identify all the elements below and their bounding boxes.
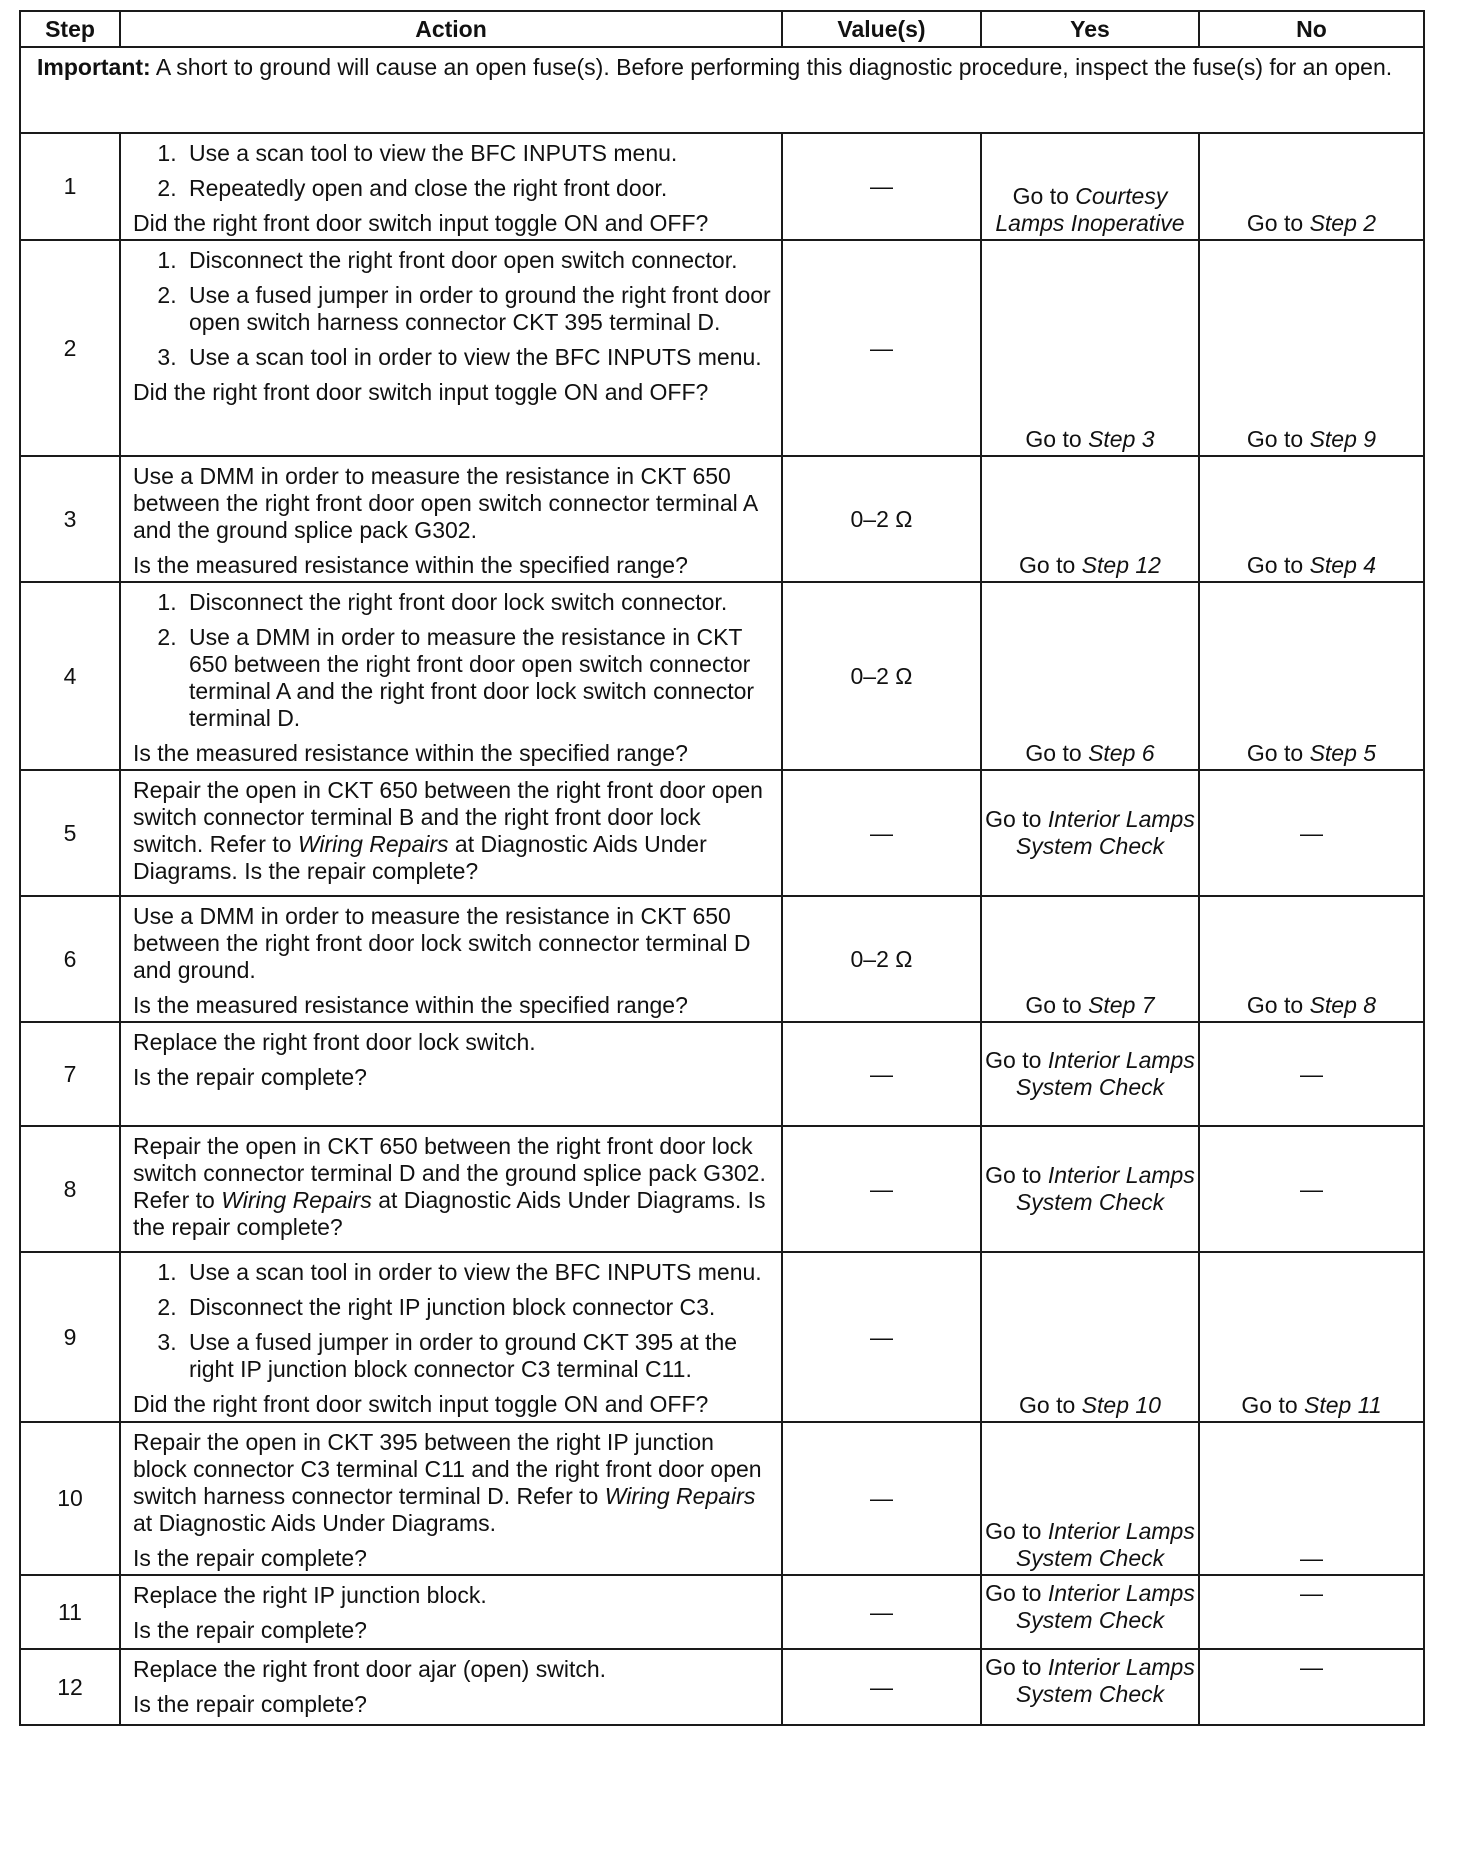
action-cell [120, 896, 782, 1022]
action-question [133, 1391, 773, 1418]
text-segment: Is the measured resistance within the specified range? [133, 740, 688, 766]
yes-prefix: Go to [985, 1047, 1048, 1073]
action-list-item: 2. Disconnect the right IP junction block connector C3. [183, 1294, 773, 1321]
no-cell [1199, 133, 1424, 240]
action-cell [120, 133, 782, 240]
yes-cell [981, 1252, 1199, 1422]
action-list [133, 589, 773, 732]
value-cell: — [782, 1422, 981, 1575]
step-number: 8 [20, 1126, 120, 1252]
text-segment: Use a DMM in order to measure the resistance in CKT 650 between the right front door open switch connector terminal A and the ground splice pack G302. [133, 463, 757, 543]
text-segment: Is the repair complete? [133, 1064, 367, 1090]
action-paragraph [133, 1429, 773, 1537]
yes-target: Interior Lamps System Check [1015, 1580, 1195, 1633]
value-cell: — [782, 1022, 981, 1126]
yes-prefix: Go to [1019, 552, 1082, 578]
yes-target: Step 12 [1081, 552, 1161, 578]
yes-cell [981, 582, 1199, 770]
no-cell [1199, 1422, 1424, 1575]
action-paragraph [133, 463, 773, 544]
action-list-item: 1. Disconnect the right front door lock switch connector. [183, 589, 773, 616]
no-prefix: Go to [1241, 1392, 1305, 1418]
table-row [20, 1649, 1424, 1725]
action-question [133, 210, 773, 237]
action-paragraph [133, 1656, 773, 1683]
no-cell [1199, 1649, 1424, 1725]
yes-cell [981, 240, 1199, 456]
action-paragraph [133, 1133, 773, 1241]
header-action: Action [120, 11, 782, 47]
no-cell [1199, 1575, 1424, 1649]
yes-prefix: Go to [985, 1654, 1048, 1680]
yes-prefix: Go to [985, 1580, 1048, 1606]
no-target: Step 5 [1309, 740, 1377, 766]
action-question [133, 552, 773, 579]
yes-prefix: Go to [1019, 1392, 1082, 1418]
value-cell: — [782, 770, 981, 896]
action-question [133, 1064, 773, 1091]
action-cell [120, 1422, 782, 1575]
no-cell [1199, 582, 1424, 770]
yes-target: Interior Lamps System Check [1015, 1518, 1195, 1571]
yes-target: Interior Lamps System Check [1015, 1162, 1195, 1215]
yes-prefix: Go to [985, 1518, 1048, 1544]
no-prefix: Go to [1246, 210, 1310, 236]
important-note [20, 47, 1424, 133]
action-cell [120, 770, 782, 896]
yes-cell [981, 1126, 1199, 1252]
text-segment: Is the repair complete? [133, 1691, 367, 1717]
action-list-item: 1. Use a scan tool to view the BFC INPUTS menu. [183, 140, 773, 167]
yes-cell [981, 1649, 1199, 1725]
header-values: Value(s) [782, 11, 981, 47]
yes-cell [981, 1575, 1199, 1649]
yes-target: Step 6 [1088, 740, 1155, 766]
action-list [133, 1259, 773, 1383]
table-row [20, 896, 1424, 1022]
table-row [20, 1022, 1424, 1126]
emphasis-text: Wiring Repairs [604, 1483, 756, 1509]
text-segment: at Diagnostic Aids Under Diagrams. Is the repair complete? [133, 1187, 766, 1240]
text-segment: Replace the right front door lock switch. [133, 1029, 536, 1055]
action-cell [120, 1575, 782, 1649]
emphasis-text: Wiring Repairs [297, 831, 449, 857]
table-row [20, 582, 1424, 770]
yes-target: Step 7 [1088, 992, 1155, 1018]
action-cell [120, 240, 782, 456]
action-paragraph [133, 777, 773, 885]
step-number: 5 [20, 770, 120, 896]
important-text: A short to ground will cause an open fuse(s). Before performing this diagnostic procedure, inspect the fuse(s) for an open. [155, 54, 1393, 80]
action-list-item: 1. Disconnect the right front door open switch connector. [183, 247, 773, 274]
value-cell: 0–2 Ω [782, 896, 981, 1022]
action-list [133, 247, 773, 371]
text-segment: Did the right front door switch input toggle ON and OFF? [133, 1391, 709, 1417]
action-question [133, 1617, 773, 1644]
text-segment: Repair the open in CKT 395 between the right IP junction block connector C3 terminal C11 and the right front door open switch harness connector terminal D. Refer to [133, 1429, 762, 1509]
no-target: Step 9 [1309, 426, 1377, 452]
action-cell [120, 1649, 782, 1725]
dash-text: — [1300, 1060, 1323, 1087]
yes-target: Step 10 [1081, 1392, 1161, 1418]
diagnostic-table [19, 10, 1425, 1726]
yes-target: Interior Lamps System Check [1015, 1654, 1195, 1707]
no-prefix: Go to [1246, 740, 1310, 766]
action-paragraph [133, 1029, 773, 1056]
action-list-item: 2. Use a fused jumper in order to ground the right front door open switch harness connector CKT 395 terminal D. [183, 282, 773, 336]
action-paragraph [133, 903, 773, 984]
text-segment: Replace the right IP junction block. [133, 1582, 487, 1608]
no-cell [1199, 1126, 1424, 1252]
value-cell: — [782, 1649, 981, 1725]
action-question [133, 1691, 773, 1718]
yes-prefix: Go to [1025, 426, 1089, 452]
action-cell [120, 1022, 782, 1126]
dash-text: — [1300, 819, 1323, 846]
step-number: 1 [20, 133, 120, 240]
no-cell [1199, 456, 1424, 582]
yes-target: Interior Lamps System Check [1015, 1047, 1195, 1100]
step-number: 3 [20, 456, 120, 582]
text-segment: Did the right front door switch input toggle ON and OFF? [133, 210, 709, 236]
yes-cell [981, 1422, 1199, 1575]
yes-target: Interior Lamps System Check [1015, 806, 1195, 859]
text-segment: Did the right front door switch input toggle ON and OFF? [133, 379, 709, 405]
step-number: 12 [20, 1649, 120, 1725]
yes-cell [981, 1022, 1199, 1126]
dash-text: — [1300, 1545, 1323, 1571]
yes-prefix: Go to [1012, 183, 1076, 209]
step-number: 2 [20, 240, 120, 456]
header-yes: Yes [981, 11, 1199, 47]
table-row [20, 1422, 1424, 1575]
header-no: No [1199, 11, 1424, 47]
action-paragraph [133, 1582, 773, 1609]
value-cell: — [782, 1575, 981, 1649]
action-question [133, 992, 773, 1019]
step-number: 4 [20, 582, 120, 770]
yes-prefix: Go to [985, 1162, 1048, 1188]
no-target: Step 8 [1309, 992, 1377, 1018]
no-cell [1199, 1252, 1424, 1422]
no-target: Step 2 [1309, 210, 1377, 236]
value-cell: 0–2 Ω [782, 582, 981, 770]
action-list-item: 2. Repeatedly open and close the right front door. [183, 175, 773, 202]
text-segment: at Diagnostic Aids Under Diagrams. Is the repair complete? [133, 831, 707, 884]
yes-cell [981, 770, 1199, 896]
step-number: 6 [20, 896, 120, 1022]
yes-target: Step 3 [1088, 426, 1155, 452]
yes-prefix: Go to [985, 806, 1048, 832]
value-cell: 0–2 Ω [782, 456, 981, 582]
yes-prefix: Go to [1025, 740, 1089, 766]
action-list-item: 1. Use a scan tool in order to view the BFC INPUTS menu. [183, 1259, 773, 1286]
table-row [20, 1126, 1424, 1252]
text-segment: Is the measured resistance within the specified range? [133, 552, 688, 578]
dash-text: — [1300, 1654, 1323, 1680]
no-prefix: Go to [1246, 426, 1310, 452]
no-prefix: Go to [1246, 992, 1310, 1018]
emphasis-text: Wiring Repairs [221, 1187, 372, 1213]
value-cell: — [782, 240, 981, 456]
step-number: 10 [20, 1422, 120, 1575]
action-list-item: 3. Use a fused jumper in order to ground CKT 395 at the right IP junction block connector C3 terminal C11. [183, 1329, 773, 1383]
yes-prefix: Go to [1025, 992, 1089, 1018]
table-row [20, 1575, 1424, 1649]
action-question [133, 1545, 773, 1572]
action-question [133, 740, 773, 767]
step-number: 9 [20, 1252, 120, 1422]
important-label: Important: [37, 54, 151, 80]
dash-text: — [1300, 1580, 1323, 1606]
value-cell: — [782, 1126, 981, 1252]
action-cell [120, 456, 782, 582]
no-cell [1199, 1022, 1424, 1126]
action-question [133, 379, 773, 406]
no-cell [1199, 240, 1424, 456]
important-note-row [20, 47, 1424, 133]
table-row [20, 1252, 1424, 1422]
action-list-item: 2. Use a DMM in order to measure the resistance in CKT 650 between the right front door open switch connector terminal A and the right front door lock switch connector terminal D. [183, 624, 773, 732]
no-target: Step 11 [1304, 1392, 1382, 1418]
action-cell [120, 1252, 782, 1422]
action-cell [120, 582, 782, 770]
no-target: Step 4 [1309, 552, 1377, 578]
header-step: Step [20, 11, 120, 47]
no-cell [1199, 770, 1424, 896]
text-segment: Is the repair complete? [133, 1545, 367, 1571]
text-segment: Use a DMM in order to measure the resistance in CKT 650 between the right front door lock switch connector terminal D and ground. [133, 903, 751, 983]
yes-cell [981, 133, 1199, 240]
yes-target: Courtesy Lamps Inoperative [995, 183, 1185, 236]
text-segment: Repair the open in CKT 650 between the right front door open switch connector terminal B and the right front door lock switch. Refer to [133, 777, 763, 857]
yes-cell [981, 456, 1199, 582]
value-cell: — [782, 1252, 981, 1422]
action-list [133, 140, 773, 202]
dash-text: — [1300, 1175, 1323, 1202]
no-cell [1199, 896, 1424, 1022]
table-row [20, 770, 1424, 896]
value-cell: — [782, 133, 981, 240]
no-prefix: Go to [1246, 552, 1310, 578]
text-segment: at Diagnostic Aids Under Diagrams. [133, 1510, 497, 1536]
text-segment: Repair the open in CKT 650 between the right front door lock switch connector terminal D and the ground splice pack G302. Refer to [133, 1133, 766, 1213]
table-row [20, 133, 1424, 240]
text-segment: Replace the right front door ajar (open) switch. [133, 1656, 607, 1682]
step-number: 7 [20, 1022, 120, 1126]
yes-cell [981, 896, 1199, 1022]
action-list-item: 3. Use a scan tool in order to view the BFC INPUTS menu. [183, 344, 773, 371]
action-cell [120, 1126, 782, 1252]
step-number: 11 [20, 1575, 120, 1649]
table-row [20, 240, 1424, 456]
header-row [20, 11, 1424, 47]
text-segment: Is the measured resistance within the specified range? [133, 992, 688, 1018]
text-segment: Is the repair complete? [133, 1617, 367, 1643]
table-row [20, 456, 1424, 582]
